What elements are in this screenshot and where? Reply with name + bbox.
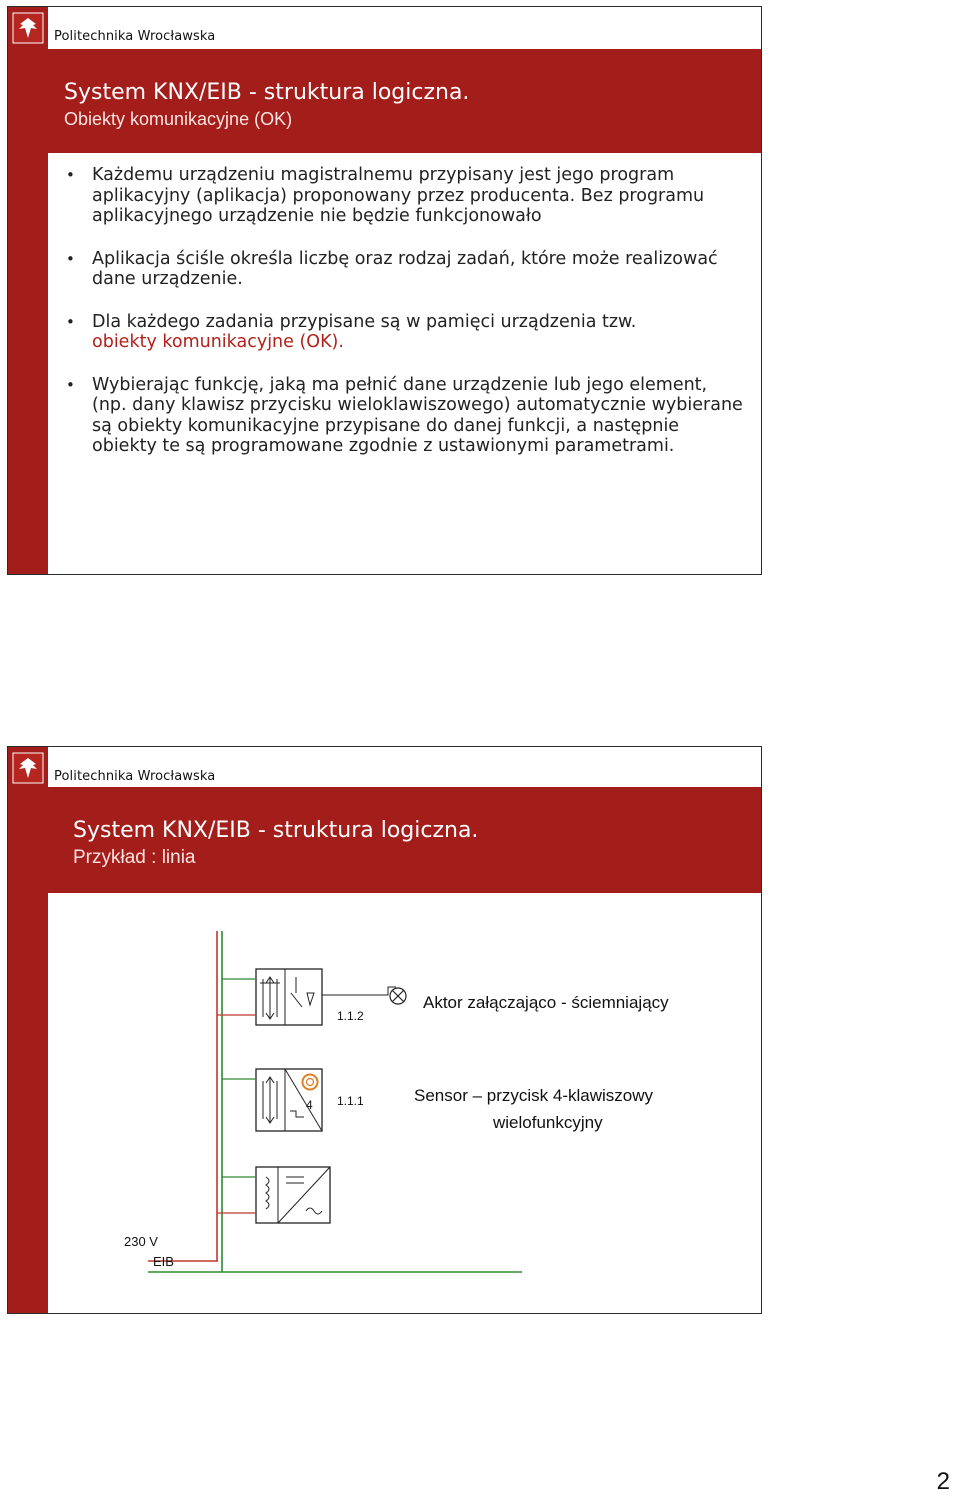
- list-item: [64, 249, 744, 290]
- highlighted-term: obiekty komunikacyjne (OK).: [92, 332, 344, 352]
- slide-title: System KNX/EIB - struktura logiczna.: [64, 80, 470, 105]
- slide-title: System KNX/EIB - struktura logiczna.: [73, 818, 479, 843]
- button-ring-icon: [303, 1075, 318, 1090]
- bullet-icon: •: [66, 166, 75, 184]
- eagle-crest-icon: [12, 12, 44, 44]
- sensor-address: 1.1.1: [337, 1094, 364, 1108]
- university-name: Politechnika Wrocławska: [54, 769, 216, 784]
- left-accent-strip: [8, 49, 48, 574]
- university-logo: [8, 7, 48, 49]
- bullet-icon: •: [66, 312, 75, 331]
- bullet-text: Dla każdego zadania przypisane są w pamięci urządzenia tzw.: [92, 311, 637, 332]
- bullet-list: [64, 165, 744, 479]
- power-line-label: 230 V: [124, 1234, 158, 1249]
- bus-line-label: EIB: [153, 1254, 174, 1269]
- university-name: Politechnika Wrocławska: [54, 29, 216, 44]
- bullet-text: Aplikacja ściśle określa liczbę oraz rodzaj zadań, które może realizować dane urządzenie.: [92, 248, 718, 289]
- list-item: [64, 165, 744, 227]
- list-item: [64, 375, 744, 457]
- page-number: 2: [936, 1468, 950, 1495]
- list-item: [64, 312, 744, 353]
- knx-line-diagram: [8, 747, 760, 1312]
- sensor-key-count: 4: [306, 1098, 313, 1112]
- bullet-text: Wybierając funkcję, jaką ma pełnić dane urządzenie lub jego element, (np. dany klawisz przycisku wieloklawiszowego) automatycznie wybierane są obiekty komunikacyjne przypisane do danej funkcji, a następnie obiekty te są programowane zgodnie z ustawionymi parametrami.: [92, 374, 743, 456]
- slide-2: [7, 746, 762, 1314]
- lamp-icon: [390, 988, 406, 1004]
- slide-1: [7, 6, 762, 575]
- power-supply-device: [217, 1167, 330, 1223]
- actuator-device: [217, 969, 322, 1025]
- bullet-text: Każdemu urządzeniu magistralnemu przypisany jest jego program aplikacyjny (aplikacja) proponowany przez producenta. Bez programu aplikacyjnego urządzenie nie będzie funkcjonowało: [92, 165, 705, 226]
- title-band: [48, 49, 761, 153]
- slide-subtitle: Obiekty komunikacyjne (OK): [64, 109, 293, 129]
- slide-subtitle: Przykład : linia: [73, 847, 196, 868]
- actuator-label: Aktor załączająco - ściemniający: [423, 993, 669, 1012]
- sensor-label-line1: Sensor – przycisk 4-klawiszowy: [414, 1086, 654, 1105]
- bullet-icon: •: [66, 375, 75, 394]
- sensor-label-line2: wielofunkcyjny: [493, 1113, 603, 1132]
- bullet-icon: •: [66, 249, 75, 268]
- actuator-address: 1.1.2: [337, 1009, 364, 1023]
- slide-header: [8, 7, 761, 49]
